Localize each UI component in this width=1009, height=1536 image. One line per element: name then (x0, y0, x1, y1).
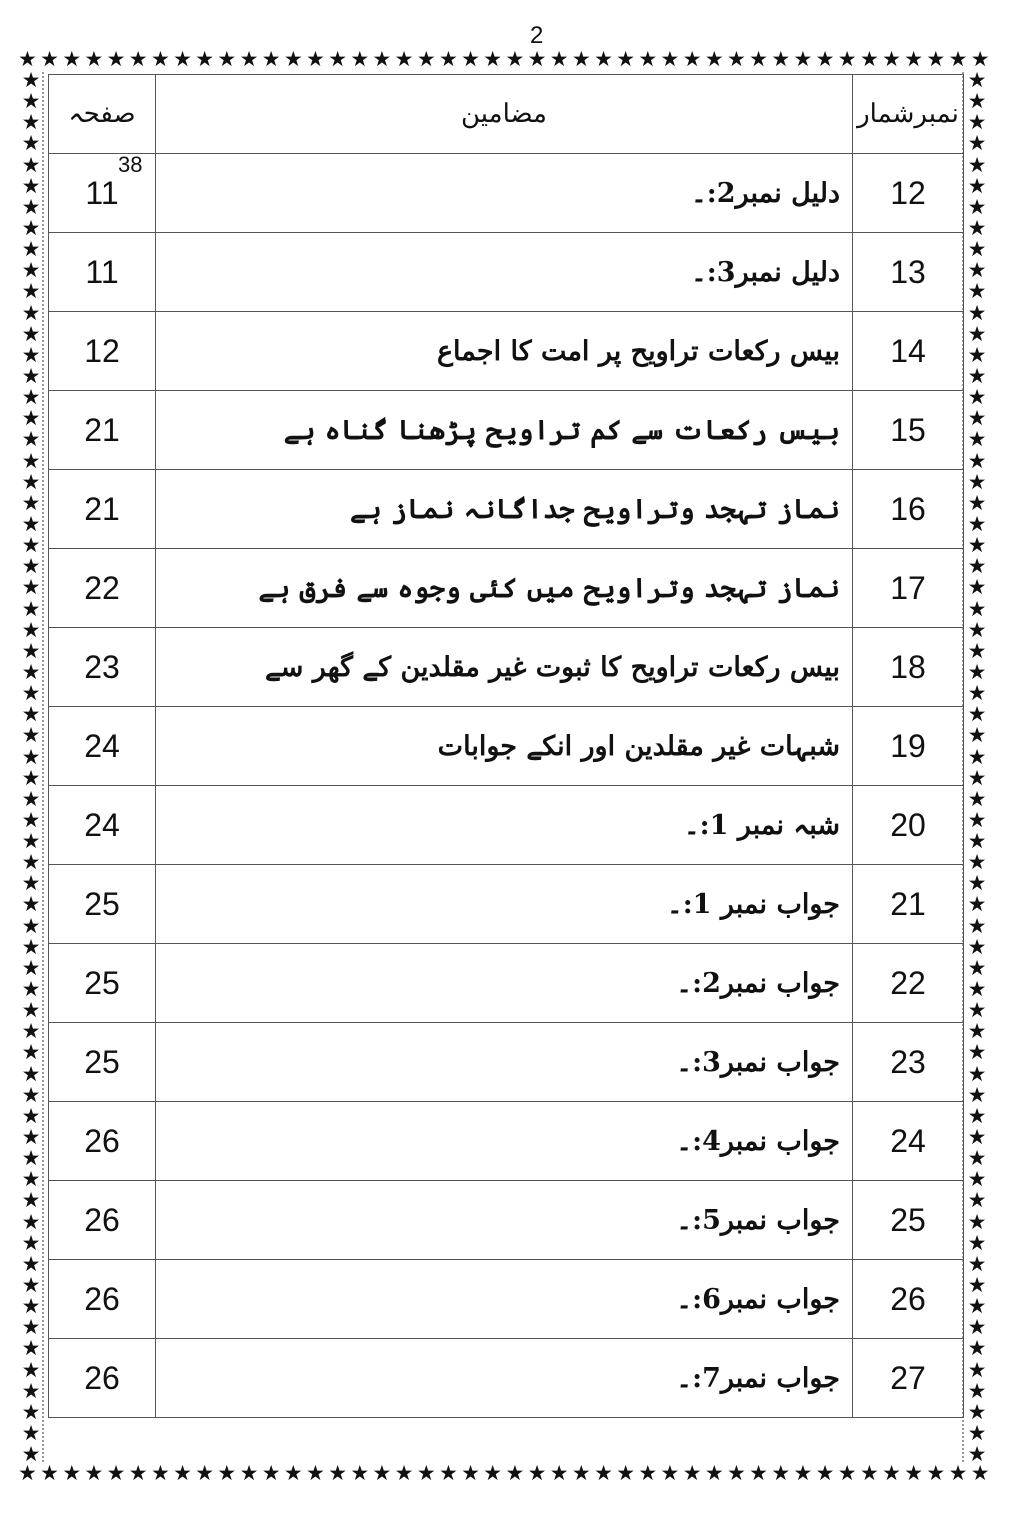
star-icon: ★ (21, 681, 41, 706)
star-icon: ★ (967, 448, 987, 473)
star-icon: ★ (967, 173, 987, 198)
star-icon: ★ (904, 48, 924, 70)
star-icon: ★ (967, 110, 987, 135)
topic-cell: بیس رکعات سے کم تراویح پڑھنا گناہ ہے (156, 391, 853, 470)
star-icon: ★ (21, 786, 41, 811)
table-row (49, 786, 964, 865)
star-icon: ★ (967, 1103, 987, 1128)
table-row (49, 1339, 964, 1418)
star-icon: ★ (967, 1209, 987, 1234)
star-icon: ★ (84, 1462, 104, 1484)
star-icon: ★ (21, 237, 41, 262)
star-icon: ★ (771, 48, 791, 70)
star-icon: ★ (21, 1315, 41, 1340)
star-icon: ★ (21, 131, 41, 156)
serial-cell: 25 (853, 1181, 964, 1260)
star-icon: ★ (21, 829, 41, 854)
table-row (49, 154, 964, 233)
star-icon: ★ (771, 1462, 791, 1484)
star-icon: ★ (967, 1019, 987, 1044)
table-row (49, 707, 964, 786)
star-icon: ★ (967, 131, 987, 156)
topic-cell: جواب نمبر 1:۔ (156, 865, 853, 944)
star-icon: ★ (594, 1462, 613, 1484)
star-icon: ★ (967, 363, 987, 388)
star-icon: ★ (21, 342, 41, 367)
star-icon: ★ (616, 1462, 636, 1484)
page-cell: 23 (49, 628, 156, 707)
star-icon: ★ (21, 913, 41, 938)
star-icon: ★ (967, 490, 987, 515)
star-icon: ★ (967, 1421, 987, 1445)
star-icon: ★ (21, 1357, 41, 1382)
star-icon: ★ (21, 1019, 41, 1044)
serial-cell: 16 (853, 470, 964, 549)
star-icon: ★ (21, 89, 41, 114)
star-icon: ★ (967, 638, 987, 663)
star-icon: ★ (21, 1167, 41, 1192)
serial-cell: 24 (853, 1102, 964, 1181)
star-icon: ★ (704, 1462, 724, 1484)
star-icon: ★ (350, 1462, 370, 1484)
star-icon: ★ (106, 48, 126, 70)
star-icon: ★ (967, 511, 987, 536)
table-row (49, 1260, 964, 1339)
table-row (49, 865, 964, 944)
star-icon: ★ (438, 1462, 458, 1484)
serial-cell: 18 (853, 628, 964, 707)
star-icon: ★ (967, 723, 987, 748)
serial-cell: 27 (853, 1339, 964, 1418)
table-row (49, 391, 964, 470)
serial-cell: 19 (853, 707, 964, 786)
star-icon: ★ (704, 48, 724, 70)
star-icon: ★ (21, 1103, 41, 1128)
star-icon: ★ (21, 194, 41, 219)
star-icon: ★ (967, 237, 987, 262)
star-icon: ★ (106, 1462, 126, 1484)
star-icon: ★ (749, 48, 768, 70)
star-icon: ★ (967, 215, 987, 240)
serial-cell: 15 (853, 391, 964, 470)
topic-cell: جواب نمبر2:۔ (156, 944, 853, 1023)
star-icon: ★ (967, 744, 987, 769)
star-icon: ★ (21, 427, 41, 452)
star-icon: ★ (394, 48, 414, 70)
table-row (49, 549, 964, 628)
serial-cell: 13 (853, 233, 964, 312)
serial-cell: 21 (853, 865, 964, 944)
topic-cell: جواب نمبر5:۔ (156, 1181, 853, 1260)
star-icon: ★ (438, 48, 458, 70)
header-serial: نمبرشمار (853, 75, 964, 154)
star-icon: ★ (967, 1251, 987, 1276)
star-icon: ★ (261, 1462, 281, 1484)
page-cell: 24 (49, 707, 156, 786)
page-cell: 25 (49, 865, 156, 944)
star-icon: ★ (21, 258, 41, 283)
page-cell: 11 (49, 154, 156, 233)
star-icon: ★ (967, 1061, 987, 1086)
star-icon: ★ (416, 48, 436, 70)
star-icon: ★ (21, 998, 41, 1023)
star-icon: ★ (372, 1462, 392, 1484)
star-icon: ★ (21, 765, 41, 790)
topic-cell: جواب نمبر4:۔ (156, 1102, 853, 1181)
star-icon: ★ (283, 1462, 303, 1484)
table-row (49, 470, 964, 549)
topic-cell: شبہ نمبر 1:۔ (156, 786, 853, 865)
star-icon: ★ (21, 1442, 41, 1465)
topic-cell: شبہات غیر مقلدین اور انکے جوابات (156, 707, 853, 786)
star-icon: ★ (967, 1230, 987, 1255)
star-icon: ★ (21, 1273, 41, 1298)
star-icon: ★ (967, 1336, 987, 1361)
topic-cell: دلیل نمبر3:۔ (156, 233, 853, 312)
star-icon: ★ (21, 596, 41, 621)
star-icon: ★ (21, 892, 41, 917)
star-icon: ★ (239, 1462, 259, 1484)
star-icon: ★ (21, 110, 41, 135)
star-icon: ★ (967, 406, 987, 431)
star-icon: ★ (967, 617, 987, 642)
star-icon: ★ (21, 490, 41, 515)
star-icon: ★ (967, 1357, 987, 1382)
star-icon: ★ (837, 1462, 857, 1484)
topic-cell: نماز تہجد وتراویح جداگانہ نماز ہے (156, 470, 853, 549)
star-icon: ★ (859, 48, 879, 70)
star-icon: ★ (571, 48, 591, 70)
star-icon: ★ (815, 48, 835, 70)
star-icon: ★ (21, 533, 41, 558)
star-icon: ★ (967, 427, 987, 452)
star-icon: ★ (21, 1230, 41, 1255)
star-border-top (18, 48, 990, 70)
star-icon: ★ (967, 385, 987, 410)
star-icon: ★ (261, 48, 281, 70)
star-icon: ★ (638, 48, 658, 70)
star-icon: ★ (21, 1061, 41, 1086)
star-icon: ★ (815, 1462, 835, 1484)
serial-cell: 26 (853, 1260, 964, 1339)
star-icon: ★ (727, 48, 746, 70)
star-icon: ★ (967, 786, 987, 811)
star-icon: ★ (967, 934, 987, 959)
star-icon: ★ (21, 1209, 41, 1234)
star-icon: ★ (967, 977, 987, 1002)
star-icon: ★ (926, 48, 946, 70)
topic-cell: جواب نمبر7:۔ (156, 1339, 853, 1418)
star-icon: ★ (416, 1462, 436, 1484)
star-icon: ★ (967, 321, 987, 346)
star-icon: ★ (948, 48, 968, 70)
star-icon: ★ (549, 1462, 569, 1484)
page-cell: 11 (49, 233, 156, 312)
star-icon: ★ (967, 702, 987, 727)
serial-cell: 14 (853, 312, 964, 391)
page-cell: 26 (49, 1181, 156, 1260)
serial-cell: 12 (853, 154, 964, 233)
star-icon: ★ (21, 1336, 41, 1361)
star-icon: ★ (793, 48, 813, 70)
star-icon: ★ (967, 998, 987, 1023)
star-icon: ★ (21, 702, 41, 727)
star-icon: ★ (967, 1188, 987, 1213)
star-icon: ★ (21, 300, 41, 325)
star-icon: ★ (21, 1040, 41, 1065)
star-icon: ★ (837, 48, 857, 70)
star-icon: ★ (40, 1462, 59, 1484)
star-icon: ★ (21, 448, 41, 473)
star-icon: ★ (967, 533, 987, 558)
star-icon: ★ (328, 1462, 348, 1484)
star-icon: ★ (128, 48, 148, 70)
page-cell: 25 (49, 944, 156, 1023)
star-icon: ★ (150, 1462, 170, 1484)
table-row (49, 1102, 964, 1181)
star-icon: ★ (967, 1125, 987, 1150)
star-icon: ★ (21, 1125, 41, 1150)
star-icon: ★ (306, 48, 325, 70)
serial-cell: 23 (853, 1023, 964, 1102)
star-icon: ★ (128, 1462, 148, 1484)
star-icon: ★ (967, 596, 987, 621)
star-icon: ★ (84, 48, 104, 70)
table-header-row (49, 75, 964, 154)
star-border-right (966, 70, 988, 1465)
star-icon: ★ (21, 406, 41, 431)
star-icon: ★ (967, 258, 987, 283)
star-icon: ★ (749, 1462, 768, 1484)
star-icon: ★ (967, 1294, 987, 1319)
star-icon: ★ (882, 1462, 901, 1484)
star-icon: ★ (21, 871, 41, 896)
contents-table (48, 74, 964, 1418)
star-icon: ★ (571, 1462, 591, 1484)
star-icon: ★ (21, 934, 41, 959)
star-icon: ★ (21, 70, 41, 92)
star-icon: ★ (62, 48, 82, 70)
star-icon: ★ (21, 152, 41, 177)
star-icon: ★ (859, 1462, 879, 1484)
star-icon: ★ (18, 48, 37, 70)
star-icon: ★ (173, 48, 192, 70)
star-icon: ★ (967, 871, 987, 896)
star-icon: ★ (217, 48, 237, 70)
page-number: 2 (530, 22, 544, 49)
page-cell: 26 (49, 1260, 156, 1339)
table-row (49, 1023, 964, 1102)
star-icon: ★ (21, 1082, 41, 1107)
star-icon: ★ (21, 1378, 41, 1403)
margin-note: 38 (118, 152, 143, 177)
star-icon: ★ (21, 1146, 41, 1171)
star-icon: ★ (394, 1462, 414, 1484)
star-icon: ★ (21, 1188, 41, 1213)
topic-cell: جواب نمبر6:۔ (156, 1260, 853, 1339)
serial-cell: 20 (853, 786, 964, 865)
star-icon: ★ (21, 1399, 41, 1424)
star-icon: ★ (967, 70, 987, 92)
star-icon: ★ (21, 363, 41, 388)
page-cell: 26 (49, 1102, 156, 1181)
star-icon: ★ (21, 744, 41, 769)
table-row (49, 1181, 964, 1260)
star-icon: ★ (594, 48, 613, 70)
star-icon: ★ (21, 807, 41, 832)
star-icon: ★ (21, 1421, 41, 1445)
star-icon: ★ (967, 469, 987, 494)
star-icon: ★ (21, 385, 41, 410)
star-icon: ★ (660, 48, 680, 70)
star-icon: ★ (21, 575, 41, 600)
topic-cell: دلیل نمبر2:۔ (156, 154, 853, 233)
star-icon: ★ (195, 48, 215, 70)
star-icon: ★ (882, 48, 901, 70)
star-border-bottom (18, 1462, 990, 1484)
star-icon: ★ (328, 48, 348, 70)
star-icon: ★ (21, 469, 41, 494)
topic-cell: جواب نمبر3:۔ (156, 1023, 853, 1102)
star-icon: ★ (173, 1462, 192, 1484)
star-icon: ★ (21, 1294, 41, 1319)
star-icon: ★ (21, 850, 41, 875)
star-icon: ★ (967, 1146, 987, 1171)
star-icon: ★ (350, 48, 370, 70)
page-cell: 12 (49, 312, 156, 391)
star-icon: ★ (967, 765, 987, 790)
page-cell: 21 (49, 391, 156, 470)
star-icon: ★ (195, 1462, 215, 1484)
star-icon: ★ (239, 48, 259, 70)
star-icon: ★ (505, 48, 525, 70)
star-icon: ★ (461, 1462, 480, 1484)
star-icon: ★ (904, 1462, 924, 1484)
star-icon: ★ (372, 48, 392, 70)
star-icon: ★ (21, 511, 41, 536)
star-icon: ★ (970, 1462, 990, 1484)
topic-cell: نماز تہجد وتراویح میں کئی وجوہ سے فرق ہے (156, 549, 853, 628)
star-icon: ★ (967, 913, 987, 938)
star-icon: ★ (682, 48, 702, 70)
star-icon: ★ (967, 1273, 987, 1298)
star-icon: ★ (967, 1167, 987, 1192)
topic-cell: بیس رکعات تراویح کا ثبوت غیر مقلدین کے گھر سے (156, 628, 853, 707)
star-icon: ★ (967, 300, 987, 325)
star-icon: ★ (483, 1462, 503, 1484)
star-icon: ★ (967, 342, 987, 367)
star-icon: ★ (21, 279, 41, 304)
star-icon: ★ (970, 48, 990, 70)
star-icon: ★ (967, 279, 987, 304)
page-cell: 22 (49, 549, 156, 628)
star-icon: ★ (967, 681, 987, 706)
star-icon: ★ (306, 1462, 325, 1484)
star-icon: ★ (527, 48, 547, 70)
star-icon: ★ (926, 1462, 946, 1484)
star-icon: ★ (967, 1378, 987, 1403)
star-icon: ★ (21, 617, 41, 642)
table-row (49, 944, 964, 1023)
star-icon: ★ (967, 807, 987, 832)
star-icon: ★ (21, 173, 41, 198)
star-icon: ★ (505, 1462, 525, 1484)
star-icon: ★ (21, 554, 41, 579)
star-border-left (20, 70, 42, 1465)
star-icon: ★ (21, 638, 41, 663)
star-icon: ★ (967, 152, 987, 177)
star-icon: ★ (967, 659, 987, 684)
star-icon: ★ (461, 48, 480, 70)
star-icon: ★ (21, 955, 41, 980)
star-icon: ★ (660, 1462, 680, 1484)
star-icon: ★ (967, 1442, 987, 1465)
table-row (49, 628, 964, 707)
star-icon: ★ (21, 659, 41, 684)
table-row (49, 312, 964, 391)
star-icon: ★ (967, 194, 987, 219)
star-icon: ★ (967, 89, 987, 114)
star-icon: ★ (638, 1462, 658, 1484)
page-cell: 24 (49, 786, 156, 865)
star-icon: ★ (527, 1462, 547, 1484)
star-icon: ★ (150, 48, 170, 70)
star-icon: ★ (21, 321, 41, 346)
star-icon: ★ (793, 1462, 813, 1484)
star-icon: ★ (948, 1462, 968, 1484)
star-icon: ★ (21, 723, 41, 748)
star-icon: ★ (40, 48, 59, 70)
header-topic: مضامین (156, 75, 853, 154)
star-icon: ★ (967, 892, 987, 917)
star-icon: ★ (21, 1251, 41, 1276)
page-cell: 25 (49, 1023, 156, 1102)
star-icon: ★ (549, 48, 569, 70)
star-icon: ★ (967, 1399, 987, 1424)
page-cell: 21 (49, 470, 156, 549)
page-cell: 26 (49, 1339, 156, 1418)
star-icon: ★ (967, 1315, 987, 1340)
star-icon: ★ (217, 1462, 237, 1484)
star-icon: ★ (967, 955, 987, 980)
table-row (49, 233, 964, 312)
star-icon: ★ (727, 1462, 746, 1484)
star-icon: ★ (283, 48, 303, 70)
header-page: صفحہ (49, 75, 156, 154)
star-icon: ★ (483, 48, 503, 70)
topic-cell: بیس رکعات تراویح پر امت کا اجماع (156, 312, 853, 391)
star-icon: ★ (967, 850, 987, 875)
star-icon: ★ (616, 48, 636, 70)
star-icon: ★ (62, 1462, 82, 1484)
star-icon: ★ (18, 1462, 37, 1484)
star-icon: ★ (967, 554, 987, 579)
serial-cell: 17 (853, 549, 964, 628)
star-icon: ★ (967, 1040, 987, 1065)
star-icon: ★ (967, 575, 987, 600)
star-icon: ★ (967, 829, 987, 854)
serial-cell: 22 (853, 944, 964, 1023)
star-icon: ★ (682, 1462, 702, 1484)
dotted-rule-left (42, 72, 44, 1462)
star-icon: ★ (21, 977, 41, 1002)
star-icon: ★ (967, 1082, 987, 1107)
star-icon: ★ (21, 215, 41, 240)
